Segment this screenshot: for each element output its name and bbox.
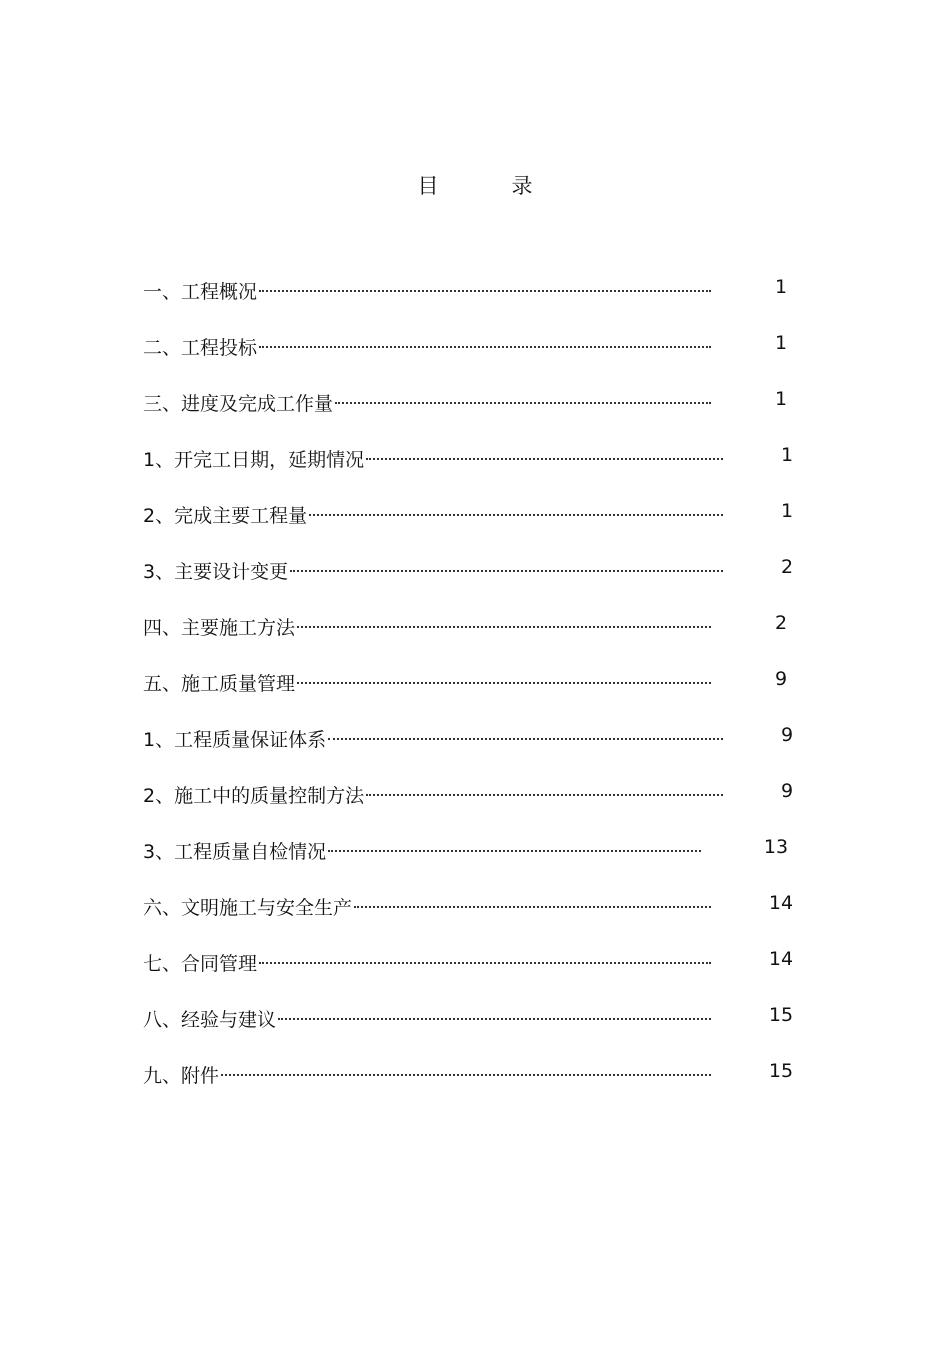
dot-leader (328, 836, 701, 852)
dot-leader (259, 276, 711, 292)
toc-page-number: 14 (768, 892, 794, 914)
table-of-contents (143, 270, 813, 1110)
toc-entry-label: 四、主要施工方法 (143, 617, 296, 639)
dot-leader (259, 332, 711, 348)
toc-page-number: 1 (774, 276, 788, 298)
toc-entry[interactable] (143, 606, 813, 662)
toc-entry[interactable] (143, 382, 813, 438)
dot-leader (309, 500, 723, 516)
toc-entry[interactable] (143, 886, 813, 942)
toc-entry-label: 六、文明施工与安全生产 (143, 897, 353, 919)
toc-entry-label: 一、工程概况 (143, 281, 258, 303)
toc-entry-label: 七、合同管理 (143, 953, 258, 975)
toc-page-number: 15 (768, 1060, 794, 1082)
toc-entry-label: 3、主要设计变更 (143, 561, 289, 583)
toc-entry-label: 三、进度及完成工作量 (143, 393, 334, 415)
toc-page-number: 13 (763, 836, 789, 858)
toc-page-number: 9 (774, 668, 788, 690)
toc-entry-label: 五、施工质量管理 (143, 673, 296, 695)
toc-entry[interactable] (143, 774, 813, 830)
toc-entry[interactable] (143, 998, 813, 1054)
dot-leader (335, 388, 711, 404)
dot-leader (354, 892, 711, 908)
toc-entry-label: 2、完成主要工程量 (143, 505, 308, 527)
toc-entry-label: 3、工程质量自检情况 (143, 841, 327, 863)
dot-leader (221, 1060, 711, 1076)
page-title: 目 录 (417, 174, 559, 198)
dot-leader (290, 556, 723, 572)
toc-entry[interactable] (143, 830, 813, 886)
toc-entry[interactable] (143, 326, 813, 382)
toc-entry[interactable] (143, 1054, 813, 1110)
toc-page-number: 1 (774, 388, 788, 410)
dot-leader (259, 948, 711, 964)
toc-entry[interactable] (143, 550, 813, 606)
toc-entry[interactable] (143, 942, 813, 998)
toc-entry-label: 二、工程投标 (143, 337, 258, 359)
toc-page-number: 15 (768, 1004, 794, 1026)
toc-entry-label: 九、附件 (143, 1065, 220, 1087)
dot-leader (297, 612, 711, 628)
toc-page-number: 1 (780, 500, 794, 522)
toc-entry[interactable] (143, 270, 813, 326)
toc-entry[interactable] (143, 718, 813, 774)
toc-page-number: 9 (780, 724, 794, 746)
toc-entry-label: 八、经验与建议 (143, 1009, 277, 1031)
toc-page-number: 1 (774, 332, 788, 354)
toc-page-number: 14 (768, 948, 794, 970)
toc-entry[interactable] (143, 494, 813, 550)
dot-leader (328, 724, 723, 740)
toc-page-number: 2 (774, 612, 788, 634)
dot-leader (366, 780, 723, 796)
toc-page-number: 1 (780, 444, 794, 466)
dot-leader (366, 444, 723, 460)
dot-leader (278, 1004, 711, 1020)
toc-entry-label: 2、施工中的质量控制方法 (143, 785, 365, 807)
dot-leader (297, 668, 711, 684)
toc-entry[interactable] (143, 662, 813, 718)
toc-page-number: 9 (780, 780, 794, 802)
toc-entry-label: 1、工程质量保证体系 (143, 729, 327, 751)
toc-entry-label: 1、开完工日期，延期情况 (143, 449, 365, 471)
toc-page-number: 2 (780, 556, 794, 578)
toc-entry[interactable] (143, 438, 813, 494)
